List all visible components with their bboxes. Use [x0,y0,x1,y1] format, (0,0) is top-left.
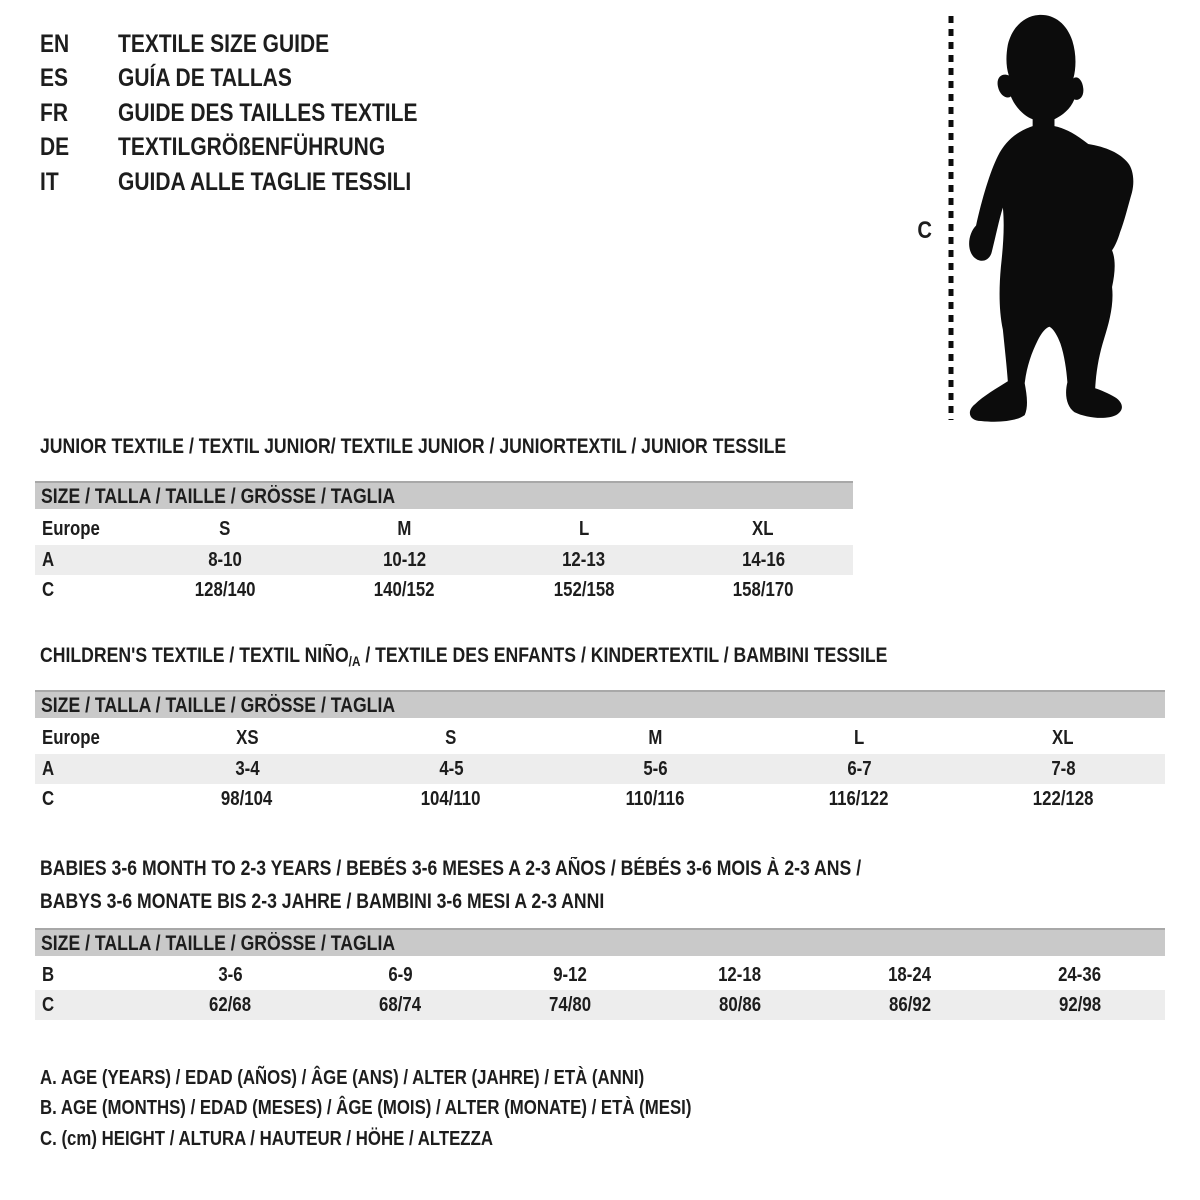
cell: 12-13 [562,548,606,571]
language-code: IT [40,167,59,196]
height-measure-label: C [917,217,932,244]
row-label: A [42,548,55,571]
children-section-title: CHILDREN'S TEXTILE / TEXTIL NIÑO/A / TEXTILE DES ENFANTS / KINDERTEXTIL / BAMBINI TESSILE [40,644,888,669]
legend [40,1063,816,1155]
region-label: Europe [42,726,100,749]
language-code: ES [40,64,69,93]
size-xl: XL [1052,726,1074,749]
language-code: EN [40,29,70,58]
size-m: M [397,517,412,540]
size-s: S [445,726,457,749]
cell: 122/128 [1032,787,1094,810]
guide-title-it: GUIDA ALLE TAGLIE TESSILI [118,167,412,196]
table-row [35,545,853,575]
junior-section-title: JUNIOR TEXTILE / TEXTIL JUNIOR/ TEXTILE JUNIOR / JUNIORTEXTIL / JUNIOR TESSILE [40,435,787,458]
region-label: Europe [42,517,100,540]
size-band-junior: SIZE / TALLA / TAILLE / GRÖSSE / TAGLIA [35,481,853,509]
guide-title-es: GUÍA DE TALLAS [118,64,292,93]
legend-line-a: A. AGE (YEARS) / EDAD (AÑOS) / ÂGE (ANS) / ALTER (JAHRE) / ETÀ (ANNI) [40,1066,645,1089]
cell: 152/158 [553,578,615,601]
cell: 92/98 [1058,993,1102,1016]
cell: 86/92 [888,993,932,1016]
size-s: S [219,517,231,540]
size-l: L [578,517,589,540]
row-label: B [42,963,55,986]
size-m: M [647,726,662,749]
cell: 104/110 [421,787,481,810]
cell: 10-12 [382,548,426,571]
language-code: DE [40,133,70,162]
toddler-silhouette-icon [962,12,1143,424]
cell: 62/68 [208,993,252,1016]
cell: 6-7 [846,757,872,780]
junior-size-table [35,513,853,605]
language-row-it [40,165,475,200]
children-size-table [35,722,1165,814]
size-band-children: SIZE / TALLA / TAILLE / GRÖSSE / TAGLIA [35,690,1165,718]
table-header-row [35,513,853,545]
cell: 7-8 [1050,757,1076,780]
language-title-list [40,27,475,200]
legend-line-b: B. AGE (MONTHS) / EDAD (MESES) / ÂGE (MOIS) / ALTER (MONATE) / ETÀ (MESI) [40,1097,692,1120]
language-row-fr [40,96,475,131]
legend-line-c: C. (cm) HEIGHT / ALTURA / HAUTEUR / HÖHE / ALTEZZA [40,1127,493,1150]
cell: 128/140 [194,578,256,601]
size-band-babies: SIZE / TALLA / TAILLE / GRÖSSE / TAGLIA [35,928,1165,956]
cell: 9-12 [553,963,587,986]
cell: 68/74 [378,993,422,1016]
row-label: C [42,993,55,1016]
row-label: C [42,578,55,601]
guide-title-de: TEXTILGRÖßENFÜHRUNG [118,133,386,162]
cell: 116/122 [829,787,889,810]
table-header-row [35,722,1165,754]
height-measure-dashed-line [944,16,958,420]
babies-size-table [35,960,1165,1020]
cell: 6-9 [387,963,413,986]
cell: 12-18 [718,963,762,986]
size-l: L [853,726,865,749]
row-label: C [42,787,55,810]
language-row-es [40,62,475,97]
table-row [35,960,1165,990]
cell: 14-16 [741,548,785,571]
guide-title-fr: GUIDE DES TAILLES TEXTILE [118,98,418,127]
table-row [35,754,1165,784]
cell: 140/152 [373,578,435,601]
cell: 18-24 [888,963,932,986]
table-row [35,784,1165,814]
size-xs: XS [235,726,259,749]
babies-section-title: BABIES 3-6 MONTH TO 2-3 YEARS / BEBÉS 3-6 MESES A 2-3 AÑOS / BÉBÉS 3-6 MOIS À 2-3 ANS / BABYS 3-6 MONATE BIS 2-3 JAHRE / BAMBINI 3-6 MESI A 2-3 ANNI [40,857,862,913]
guide-title-en: TEXTILE SIZE GUIDE [118,29,330,58]
cell: 74/80 [548,993,592,1016]
table-row [35,575,853,605]
language-row-de [40,131,475,166]
cell: 80/86 [718,993,762,1016]
row-label: A [42,757,55,780]
cell: 158/170 [732,578,794,601]
cell: 5-6 [642,757,668,780]
language-row-en [40,27,475,62]
cell: 4-5 [438,757,464,780]
cell: 3-6 [217,963,243,986]
size-xl: XL [752,517,774,540]
cell: 8-10 [207,548,242,571]
language-code: FR [40,98,68,127]
cell: 3-4 [234,757,260,780]
cell: 24-36 [1058,963,1102,986]
cell: 98/104 [221,787,273,810]
cell: 110/116 [625,787,685,810]
table-row [35,990,1165,1020]
